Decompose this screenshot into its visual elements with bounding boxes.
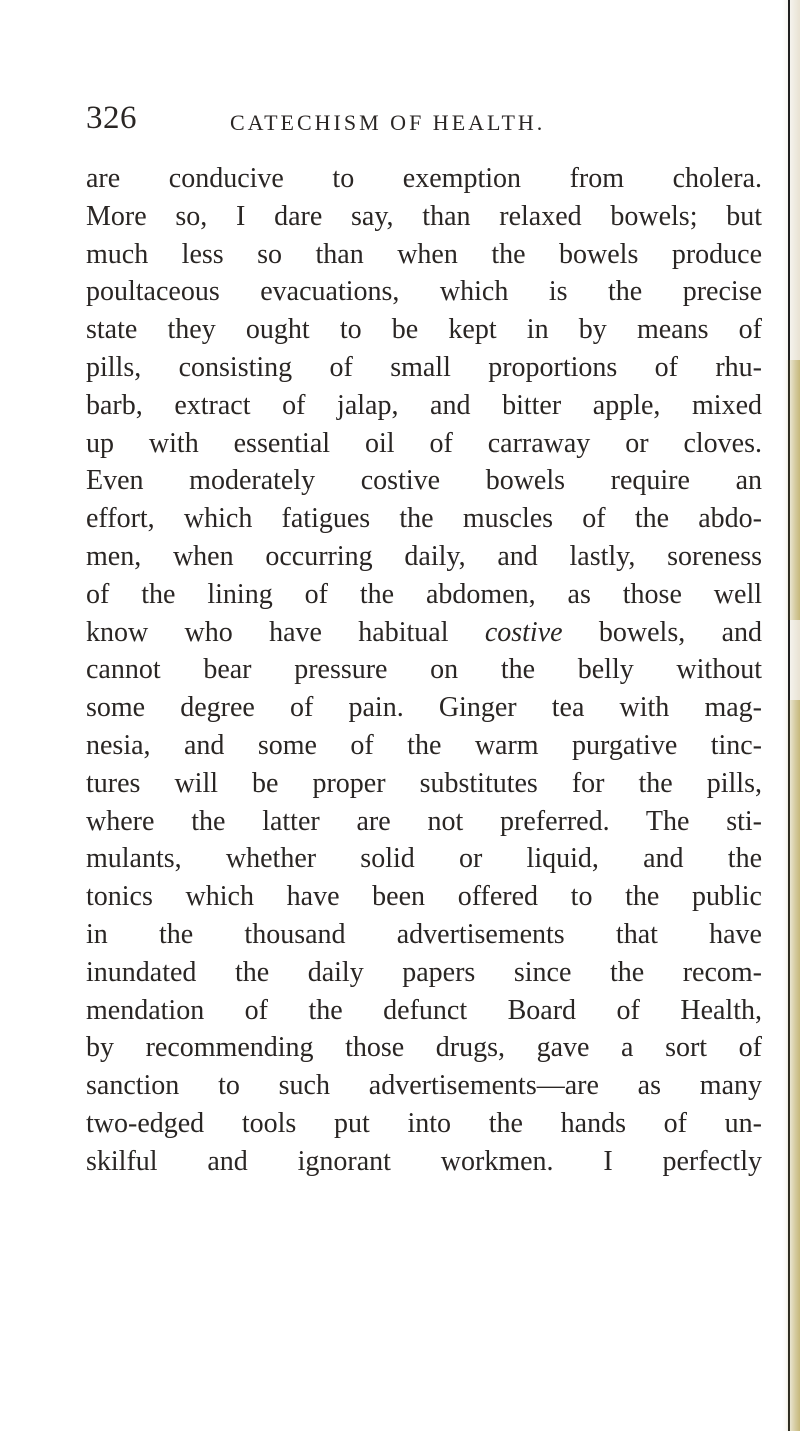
text-line: mendation of the defunct Board of Health, (86, 994, 762, 1026)
text-line: tures will be proper substitutes for the pills, (86, 767, 762, 799)
text-line: cannot bear pressure on the belly without (86, 654, 762, 686)
text-line: effort, which fatigues the muscles of the abdo- (86, 503, 762, 535)
text-line: More so, I dare say, than relaxed bowels; but (86, 200, 762, 232)
edge-stain-upper (786, 360, 800, 620)
text-line: where the latter are not preferred. The sti- (86, 805, 762, 837)
text-line: poultaceous evacuations, which is the precise (86, 276, 762, 308)
text-line: pills, consisting of small proportions of rhu- (86, 351, 762, 383)
text-line: tonics which have been offered to the public (86, 881, 762, 913)
running-head: CATECHISM OF HEALTH. (230, 110, 546, 135)
text-line: skilful and ignorant workmen. I perfectly (86, 1145, 762, 1177)
text-line: Even moderately costive bowels require an (86, 465, 762, 497)
text-line: nesia, and some of the warm purgative tinc- (86, 729, 762, 761)
text-line: in the thousand advertisements that have (86, 918, 762, 950)
text-line: two-edged tools put into the hands of un- (86, 1107, 762, 1139)
text-line: much less so than when the bowels produce (86, 238, 762, 270)
text-line: barb, extract of jalap, and bitter apple, mixed (86, 389, 762, 421)
page-number: 326 (86, 100, 137, 136)
text-line: are conducive to exemption from cholera. (86, 163, 762, 194)
text-line: sanction to such advertisements—are as many (86, 1070, 762, 1102)
text-line: up with essential oil of carraway or cloves. (86, 427, 762, 459)
text-line: know who have habitual costive bowels, and (86, 616, 762, 648)
text-line: mulants, whether solid or liquid, and the (86, 843, 762, 875)
text-line: of the lining of the abdomen, as those well (86, 578, 762, 610)
text-line: men, when occurring daily, and lastly, soreness (86, 540, 762, 572)
text-line: by recommending those drugs, gave a sort of (86, 1032, 762, 1064)
text-line: some degree of pain. Ginger tea with mag- (86, 692, 762, 724)
body-text (86, 160, 762, 1181)
italic-emphasis: costive (484, 616, 563, 648)
text-line: state they ought to be kept in by means of (86, 314, 762, 346)
text-line: inundated the daily papers since the recom- (86, 956, 762, 988)
edge-stain-lower (786, 700, 800, 1431)
page-header (86, 100, 766, 144)
